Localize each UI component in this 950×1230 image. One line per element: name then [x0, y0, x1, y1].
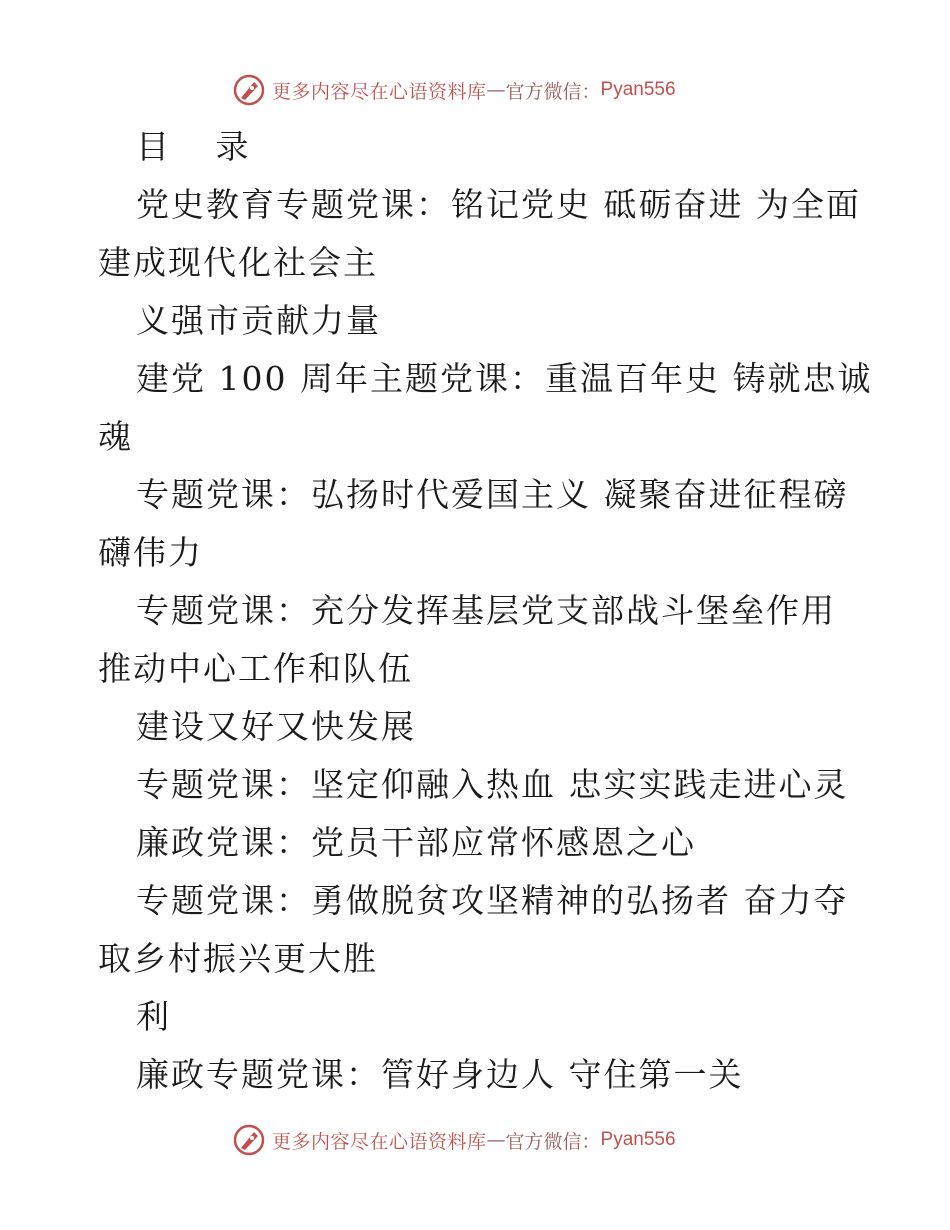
toc-entry[interactable]	[98, 814, 858, 872]
watermark-separator: —	[486, 79, 506, 101]
toc-entry-line: 义强市贡献力量	[136, 301, 381, 340]
toc-entry-line: 魂	[98, 417, 133, 456]
toc-entry-line: 建设又好又快发展	[136, 707, 416, 746]
toc-entry[interactable]	[98, 176, 861, 350]
pen-nib-logo-icon	[232, 73, 266, 107]
toc-entry-line: 廉政专题党课：管好身边人 守住第一关	[136, 1055, 744, 1094]
toc-entry[interactable]	[98, 756, 858, 814]
toc-entry-line: 专题党课：坚定仰融入热血 忠实实践走进心灵	[136, 765, 849, 804]
watermark-wechat-id: Pyan556	[600, 1129, 676, 1150]
watermark-banner-top	[232, 70, 676, 110]
toc-entry-line: 利	[136, 997, 171, 1036]
toc-entry-line: 专题党课：充分发挥基层党支部战斗堡垒作用	[136, 591, 836, 630]
toc-entry[interactable]	[98, 466, 858, 582]
toc-entry-line: 专题党课：勇做脱贫攻坚精神的弘扬者 奋力夺	[136, 881, 849, 920]
watermark-official-label: 官方微信：	[505, 80, 601, 103]
watermark-brand-text: 更多内容尽在心语资料库	[272, 1130, 487, 1153]
watermark-wechat-id: Pyan556	[600, 79, 676, 100]
toc-entry-line: 专题党课：弘扬时代爱国主义 凝聚奋进征程磅	[136, 475, 849, 514]
toc-entry-line: 取乡村振兴更大胜	[98, 939, 378, 978]
toc-entry[interactable]	[98, 872, 858, 1046]
toc-list	[98, 176, 873, 1104]
toc-entry[interactable]	[98, 582, 858, 756]
toc-entry-line: 礴伟力	[98, 533, 203, 572]
watermark-official-label: 官方微信：	[505, 1130, 601, 1153]
pen-nib-logo-icon	[232, 1123, 266, 1157]
toc-entry-line: 建成现代化社会主	[98, 243, 378, 282]
toc-entry-line: 推动中心工作和队伍	[98, 649, 413, 688]
toc-heading: 目 录	[136, 127, 267, 166]
toc-entry-line: 廉政党课：党员干部应常怀感恩之心	[136, 823, 696, 862]
toc-entry-line: 建党 100 周年主题党课：重温百年史 铸就忠诚	[136, 359, 873, 398]
watermark-brand-text: 更多内容尽在心语资料库	[272, 80, 487, 103]
toc-entry[interactable]	[98, 1046, 858, 1104]
watermark-separator: —	[486, 1129, 506, 1151]
watermark-banner-bottom	[232, 1120, 676, 1160]
toc-entry[interactable]	[98, 350, 873, 466]
toc-entry-line: 党史教育专题党课：铭记党史 砥砺奋进 为全面	[136, 185, 861, 224]
